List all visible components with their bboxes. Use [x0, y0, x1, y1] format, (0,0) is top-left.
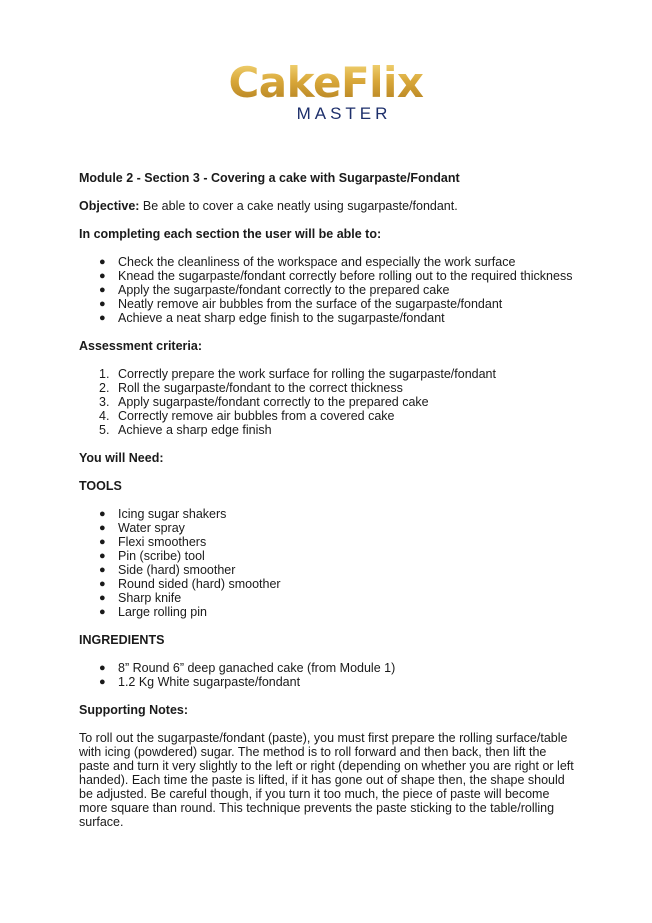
- tool-item-text: Round sided (hard) smoother: [118, 577, 281, 591]
- tool-item-text: Icing sugar shakers: [118, 507, 227, 521]
- bullet-icon: ●: [99, 578, 106, 590]
- logo-wordmark: CakeFlix: [0, 60, 652, 106]
- tool-item-text: Sharp knife: [118, 591, 182, 605]
- outcome-item: [79, 269, 579, 283]
- criteria-item: [79, 423, 579, 437]
- tool-item: [79, 521, 579, 535]
- tools-heading: TOOLS: [79, 479, 122, 493]
- bullet-icon: ●: [99, 270, 106, 282]
- tool-item: [79, 563, 579, 577]
- ingredients-list: [79, 661, 579, 689]
- ingredients-heading: INGREDIENTS: [79, 633, 165, 647]
- bullet-icon: ●: [99, 298, 106, 310]
- bullet-icon: ●: [99, 676, 106, 688]
- bullet-icon: ●: [99, 256, 106, 268]
- outcome-item: [79, 297, 579, 311]
- cakeflix-logo: [0, 60, 652, 124]
- criteria-text: Apply sugarpaste/fondant correctly to the prepared cake: [118, 395, 429, 409]
- criteria-item: [79, 409, 579, 423]
- criteria-item: [79, 395, 579, 409]
- tool-item: [79, 535, 579, 549]
- outcome-item: [79, 255, 579, 269]
- criteria-number: 5.: [99, 423, 110, 437]
- criteria-number: 4.: [99, 409, 110, 423]
- ingredient-item: [79, 661, 579, 675]
- outcome-item-text: Knead the sugarpaste/fondant correctly before rolling out to the required thickness: [118, 269, 573, 283]
- bullet-icon: ●: [99, 662, 106, 674]
- criteria-text: Roll the sugarpaste/fondant to the correct thickness: [118, 381, 403, 395]
- objective-label: Objective:: [79, 199, 140, 213]
- tool-item-text: Side (hard) smoother: [118, 563, 236, 577]
- outcome-item-text: Apply the sugarpaste/fondant correctly to the prepared cake: [118, 283, 450, 297]
- criteria-item: [79, 367, 579, 381]
- bullet-icon: ●: [99, 606, 106, 618]
- outcome-item: [79, 283, 579, 297]
- ingredient-item-text: 1.2 Kg White sugarpaste/fondant: [118, 675, 301, 689]
- criteria-text: Achieve a sharp edge finish: [118, 423, 272, 437]
- logo-subtitle: MASTER: [296, 104, 392, 123]
- criteria-text: Correctly remove air bubbles from a covered cake: [118, 409, 395, 423]
- objective-text: Be able to cover a cake neatly using sugarpaste/fondant.: [139, 199, 458, 213]
- tool-item: [79, 577, 579, 591]
- bullet-icon: ●: [99, 312, 106, 324]
- criteria-number: 2.: [99, 381, 110, 395]
- outcomes-list: [79, 255, 579, 325]
- outcome-item-text: Achieve a neat sharp edge finish to the sugarpaste/fondant: [118, 311, 445, 325]
- bullet-icon: ●: [99, 522, 106, 534]
- bullet-icon: ●: [99, 284, 106, 296]
- tool-item-text: Water spray: [118, 521, 185, 535]
- bullet-icon: ●: [99, 592, 106, 604]
- criteria-list: [79, 367, 579, 437]
- bullet-icon: ●: [99, 508, 106, 520]
- outcome-item: [79, 311, 579, 325]
- criteria-number: 3.: [99, 395, 110, 409]
- completing-heading: In completing each section the user will be able to:: [79, 227, 382, 241]
- outcome-item-text: Neatly remove air bubbles from the surface of the sugarpaste/fondant: [118, 297, 503, 311]
- tool-item: [79, 507, 579, 521]
- tools-list: [79, 507, 579, 619]
- tool-item: [79, 591, 579, 605]
- tool-item-text: Flexi smoothers: [118, 535, 207, 549]
- tool-item: [79, 605, 579, 619]
- ingredient-item: [79, 675, 579, 689]
- outcome-item-text: Check the cleanliness of the workspace and especially the work surface: [118, 255, 516, 269]
- tool-item-text: Pin (scribe) tool: [118, 549, 205, 563]
- supporting-notes-text: To roll out the sugarpaste/fondant (paste), you must first prepare the rolling surface/table with icing (powdered) sugar. The method is to roll forward and then back, then lift the paste and turn it very slightly to the left or right (depending on whether you are right or left handed). Each time the paste is lifted, if it has gone out of shape then, the shape should be adjusted. Be careful though, if you turn it too much, the piece of paste will become more square than round. This technique prevents the paste sticking to the table/rolling surface.: [79, 731, 574, 829]
- criteria-text: Correctly prepare the work surface for rolling the sugarpaste/fondant: [118, 367, 496, 381]
- criteria-number: 1.: [99, 367, 110, 381]
- ingredient-item-text: 8” Round 6” deep ganached cake (from Module 1): [118, 661, 396, 675]
- notes-heading: Supporting Notes:: [79, 703, 189, 717]
- tool-item-text: Large rolling pin: [118, 605, 207, 619]
- bullet-icon: ●: [99, 550, 106, 562]
- bullet-icon: ●: [99, 536, 106, 548]
- document-body: [79, 171, 579, 829]
- page-title: Module 2 - Section 3 - Covering a cake with Sugarpaste/Fondant: [79, 171, 460, 185]
- bullet-icon: ●: [99, 564, 106, 576]
- tool-item: [79, 549, 579, 563]
- assessment-heading: Assessment criteria:: [79, 339, 202, 353]
- criteria-item: [79, 381, 579, 395]
- objective: [79, 199, 579, 213]
- need-heading: You will Need:: [79, 451, 164, 465]
